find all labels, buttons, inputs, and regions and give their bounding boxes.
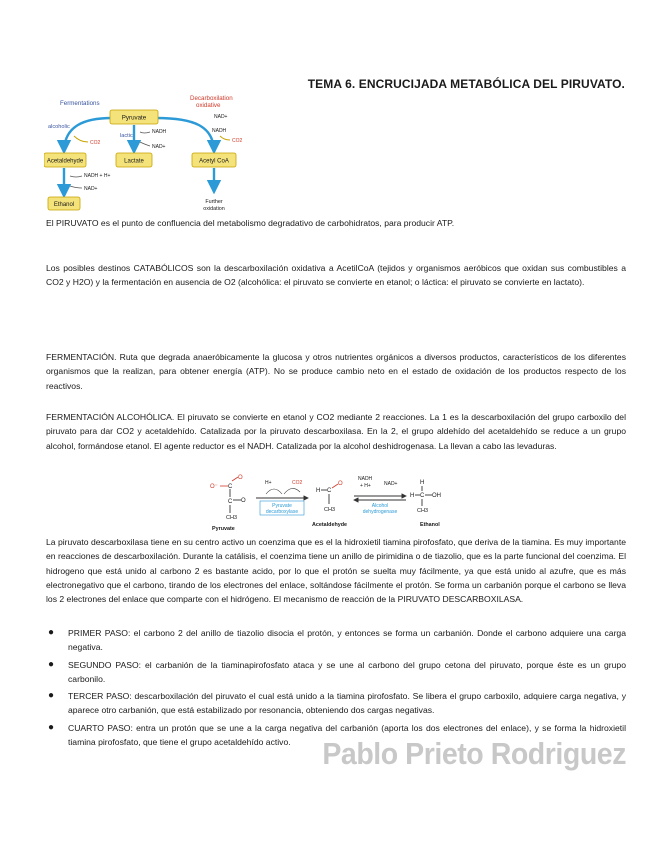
enzyme1-line1: Pyruvate bbox=[272, 503, 292, 509]
fermentation-paragraph: FERMENTACIÓN. Ruta que degrada anaeróbicamente la glucosa y otros nutrientes orgánicos a diversos productos, característicos de los diferentes organismos que la realizan, para obtener energía (ATP). No se produce cambio neto en el estado de oxidación de los productos respecto de los reactivos. bbox=[46, 352, 626, 391]
oh-group: OH bbox=[432, 493, 441, 499]
acetaldehyde-label: Acetaldehyde bbox=[312, 522, 348, 528]
pyruvate-text: Pyruvate bbox=[121, 114, 147, 122]
list-item bbox=[46, 658, 626, 687]
svg-text:H: H bbox=[420, 480, 425, 486]
h-plus-2: + H+ bbox=[360, 483, 371, 489]
svg-text:C: C bbox=[228, 484, 233, 490]
step-text: SEGUNDO PASO: el carbanión de la tiaminapirofosfato ataca y se une al carbono del grupo cetona del piruvato, porque éste es un grupo carbonilo. bbox=[68, 659, 626, 684]
decarboxylase-paragraph: La piruvato descarboxilasa tiene en su centro activo un coenzima que es el la hidroxietil tiamina pirofosfato, que deriva de la tiamina. Es muy importante en reacciones de descarboxilación. Durante la catálisis, el coenzima tiene un anillo de pirimidina o de tiazolio, que es la parte funcional del coenzima. El hidrogeno que está unido al carbono 2 es bastante acido, por lo que el protón se suelta muy fácilmente, ya que está unido al azufre, que es más electronegativo que el carbono, tirando de los electrones del enlace, soltándose fácilmente el protón. Se forma un carbanión porque el carbono se lleva los 2 electrones del enlace que comparte con el hidrógeno. El mecanismo de reacción de la PIRUVATO DESCARBOXILASA. bbox=[46, 537, 626, 605]
oxidative-label: oxidative bbox=[196, 102, 221, 109]
nadh-right: NADH bbox=[212, 128, 227, 134]
lactate-text: Lactate bbox=[124, 158, 144, 165]
intro-paragraph: El PIRUVATO es el punto de confluencia del metabolismo degradativo de carbohidratos, para producir ATP. bbox=[46, 218, 455, 228]
bullet-icon: ● bbox=[48, 627, 55, 638]
list-item bbox=[46, 689, 626, 718]
svg-text:O: O bbox=[338, 481, 343, 487]
nadh-h-label: NADH + H+ bbox=[84, 173, 111, 179]
arrow-to-acetaldehyde bbox=[64, 118, 112, 152]
bullet-icon: ● bbox=[48, 690, 55, 702]
svg-text:C: C bbox=[228, 499, 233, 505]
nad-right: NAD+ bbox=[214, 114, 228, 120]
svg-text:H: H bbox=[316, 488, 321, 494]
svg-text:O⁻: O⁻ bbox=[210, 484, 218, 490]
enzyme2-line1: Alcohol bbox=[371, 503, 389, 509]
author-watermark: Pablo Prieto Rodriguez bbox=[322, 736, 626, 771]
alcoholic-fermentation-paragraph: FERMENTACIÓN ALCOHÓLICA. El piruvato se convierte en etanol y CO2 mediante 2 reacciones. La 1 es la descarboxilación del grupo carboxilo del piruvato para dar CO2 y acetaldehído. Catalizada por la piruvato descarboxilasa. En la 2, el grupo aldehído del acetaldehído se reduce a un grupo alcohol, formándose etanol. El agente reductor es el NADH. Catalizada por la alcohol deshidrogenasa. La llevan a cabo las levaduras. bbox=[46, 412, 626, 451]
pyruvate-ch3: CH3 bbox=[226, 515, 238, 521]
acetylcoa-text: Acetyl CoA bbox=[199, 158, 229, 165]
decarboxylation-label: Decarboxilation bbox=[190, 95, 233, 102]
fermentations-label: Fermentations bbox=[60, 100, 100, 107]
alcoholic-label: alcoholic bbox=[48, 124, 70, 130]
lactic-label: lactic bbox=[120, 133, 133, 139]
ethanol-ch3: CH3 bbox=[417, 508, 429, 514]
co2-right: CO2 bbox=[232, 138, 243, 144]
step-text: TERCER PASO: descarboxilación del piruvato el cual está unido a la tiamina pirofosfato. Se libera el grupo carboxilo, adquiere carga negativa, y aparece otro carbanión, que está estabilizado por resonancia, obteniendo dos cargas negativas. bbox=[68, 691, 626, 716]
svg-text:C: C bbox=[327, 488, 332, 494]
ethanol-label: Ethanol bbox=[420, 522, 440, 528]
bullet-icon: ● bbox=[48, 721, 55, 733]
svg-text:O: O bbox=[241, 498, 246, 504]
enzyme2-line2: dehydrogenase bbox=[362, 509, 398, 515]
oxidation-label: oxidation bbox=[203, 206, 225, 212]
step-text: CUARTO PASO: entra un protón que se une a la carga negativa del carbanión (aporta los dos electrones del enlace), y se forma la hidroxietil tiamina pirofosfato, que tiene el grupo acetaldehído activo. bbox=[68, 722, 626, 748]
acetaldehyde-text: Acetaldehyde bbox=[46, 158, 84, 165]
list-item bbox=[46, 626, 626, 655]
co2-left: CO2 bbox=[90, 140, 101, 146]
nad-mid: NAD+ bbox=[152, 144, 166, 150]
nad-label: NAD+ bbox=[384, 481, 398, 487]
svg-text:O: O bbox=[238, 475, 243, 481]
enzyme1-line2: decarboxylase bbox=[265, 509, 299, 515]
bullet-icon: ● bbox=[48, 658, 55, 670]
destinations-paragraph: Los posibles destinos CATABÓLICOS son la descarboxilación oxidativa a AcetilCoA (tejidos y organismos aeróbicos que oxidan sus combustibles a CO2 y H2O) y la fermentación en ausencia de O2 (alcohólica: el piruvato se convierte en etanol; o láctica: el piruvato se convierte en lactato). bbox=[46, 263, 626, 288]
alcoholic-fermentation-reaction bbox=[208, 474, 466, 534]
pyruvate-label: Pyruvate bbox=[212, 526, 235, 532]
page-title: TEMA 6. ENCRUCIJADA METABÓLICA DEL PIRUVATO. bbox=[307, 77, 625, 91]
step-text: PRIMER PASO: el carbono 2 del anillo de tiazolio disocia el protón, y entonces se forma un carbanión. Donde el carbono adquiere una carga negativa. bbox=[68, 628, 626, 653]
nadh-label: NADH bbox=[358, 476, 373, 482]
further-label: Further bbox=[205, 199, 223, 205]
acetaldehyde-ch3: CH3 bbox=[324, 507, 336, 513]
pyruvate-fates-diagram bbox=[44, 92, 266, 217]
h-plus: H+ bbox=[265, 480, 272, 486]
co2-released: CO2 bbox=[292, 480, 303, 486]
nad-bottom: NAD+ bbox=[84, 186, 98, 192]
svg-text:H: H bbox=[410, 493, 415, 499]
ethanol-text: Ethanol bbox=[53, 202, 75, 208]
mechanism-steps-list bbox=[46, 626, 626, 752]
svg-text:C: C bbox=[420, 493, 425, 499]
nadh-mid: NADH bbox=[152, 129, 167, 135]
